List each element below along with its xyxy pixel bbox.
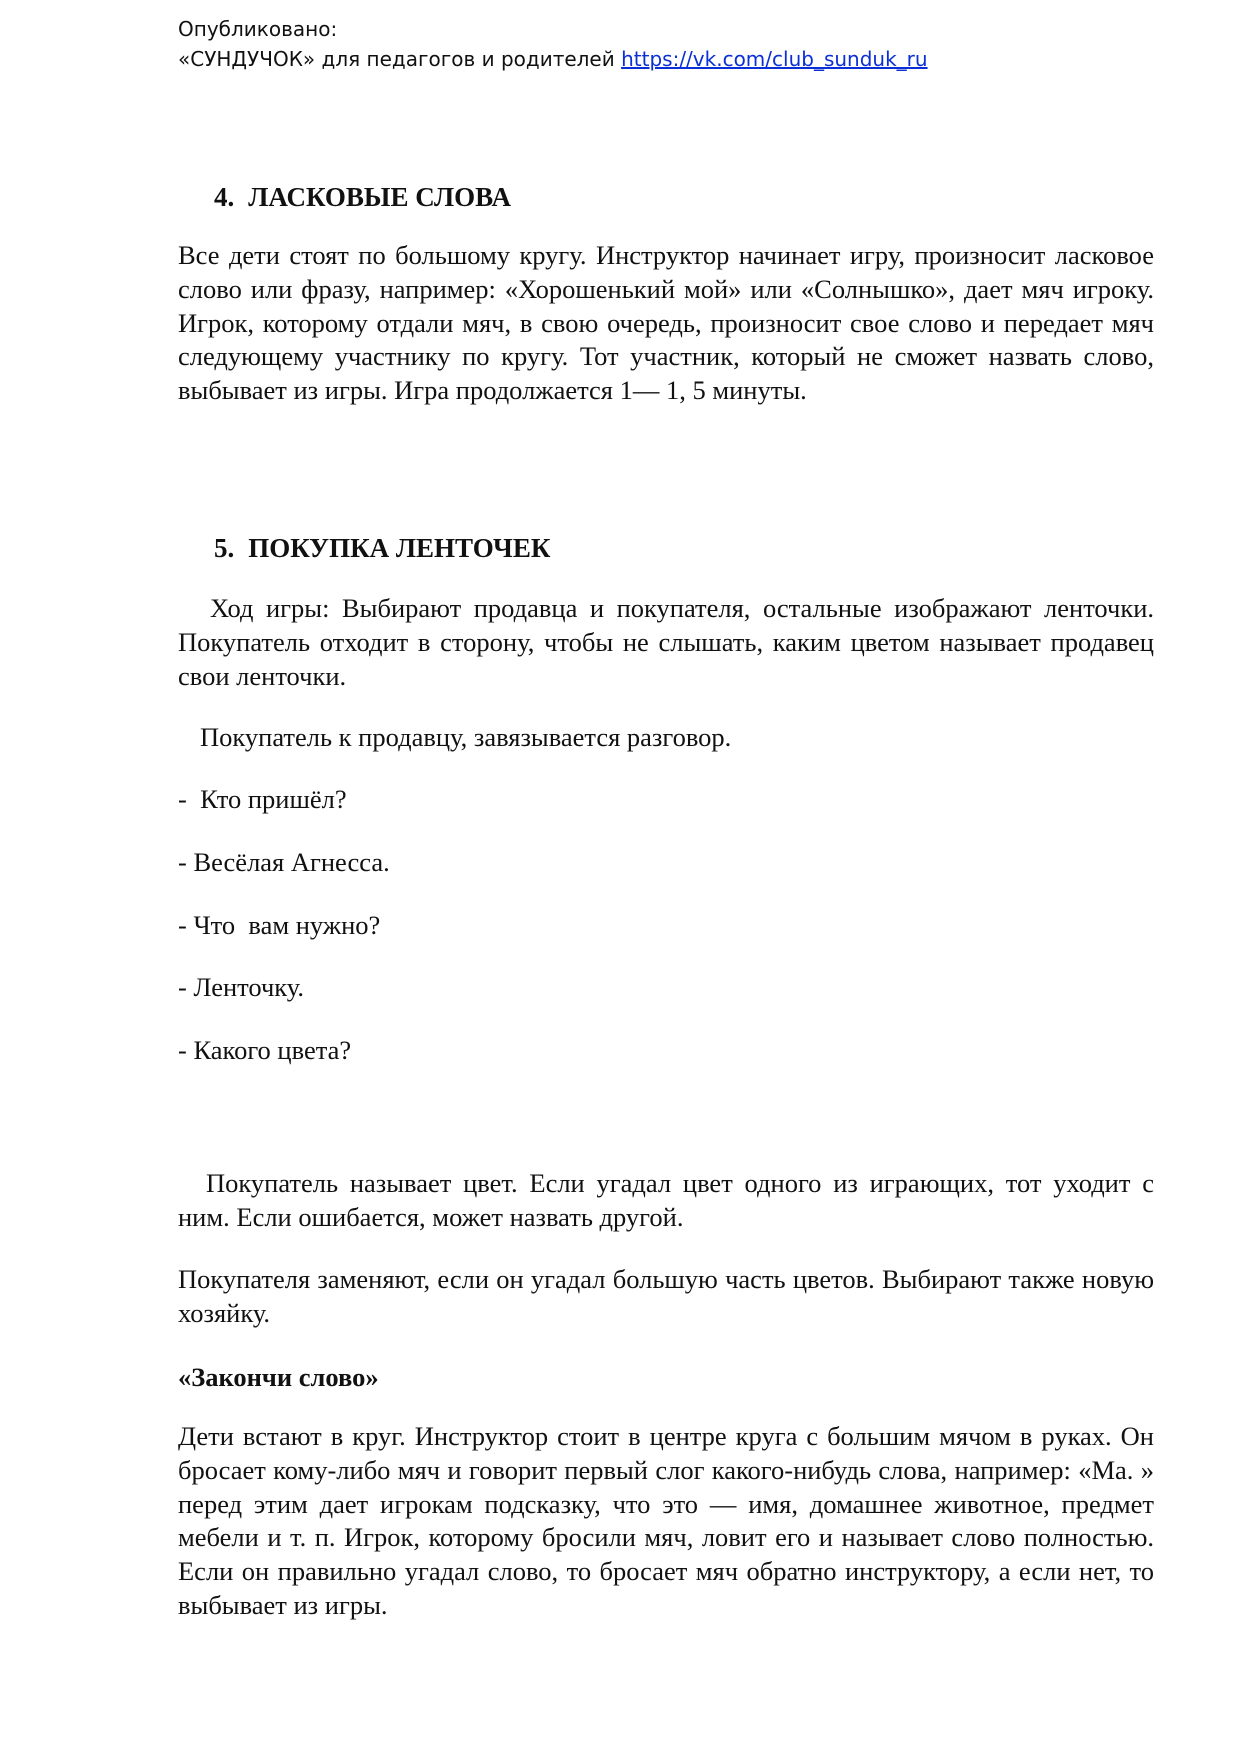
game-text: Дети встают в круг. Инструктор стоит в центре круга с большим мячом в руках. Он бросает кому-либо мяч и говорит первый слог какого-нибудь слова, например: «Ма. » перед этим дает игрокам подсказку, что это — имя, домашнее животное, предмет мебели и т. п. Игрок, которому бросили мяч, ловит его и называет слово полностью. Если он правильно угадал слово, то бросает мяч обратно инструктору, а если нет, то выбывает из игры. bbox=[178, 1421, 1154, 1620]
publication-header bbox=[178, 14, 928, 74]
section-5-title: ПОКУПКА ЛЕНТОЧЕК bbox=[248, 533, 551, 563]
published-label: Опубликовано: bbox=[178, 17, 338, 41]
section-5-paragraph-3: Покупателя заменяют, если он угадал большую часть цветов. Выбирают также новую хозяйку. bbox=[178, 1264, 1154, 1328]
source-link[interactable]: https://vk.com/club_sunduk_ru bbox=[621, 47, 928, 71]
dialog-line: - Кто пришёл? bbox=[178, 784, 347, 814]
source-line bbox=[178, 44, 928, 74]
dialog-intro: Покупатель к продавцу, завязывается разговор. bbox=[200, 722, 732, 752]
dialog-line: - Весёлая Агнесса. bbox=[178, 847, 390, 877]
section-4-number: 4. bbox=[214, 182, 235, 212]
section-5-heading bbox=[214, 533, 550, 564]
dialog-line: - Какого цвета? bbox=[178, 1035, 352, 1065]
section-5-number: 5. bbox=[214, 533, 235, 563]
section-4-title: ЛАСКОВЫЕ СЛОВА bbox=[248, 182, 511, 212]
game-title: «Закончи слово» bbox=[178, 1362, 379, 1392]
source-text: «СУНДУЧОК» для педагогов и родителей bbox=[178, 47, 622, 71]
dialog-line: - Что вам нужно? bbox=[178, 910, 381, 940]
dialog-line: - Ленточку. bbox=[178, 972, 305, 1002]
section-5-paragraph-2: Покупатель называет цвет. Если угадал цвет одного из играющих, тот уходит с ним. Если ошибается, может назвать другой. bbox=[178, 1168, 1154, 1232]
section-4-text: Все дети стоят по большому кругу. Инструктор начинает игру, произносит ласковое слово или фразу, например: «Хорошенький мой» или «Солнышко», дает мяч игроку. Игрок, которому отдали мяч, в свою очередь, произносит свое слово и передает мяч следующему участнику по кругу. Тот участник, который не сможет назвать слово, выбывает из игры. Игра продолжается 1— 1, 5 минуты. bbox=[178, 240, 1154, 406]
section-4-heading bbox=[214, 182, 511, 213]
section-5-intro: Ход игры: Выбирают продавца и покупателя, остальные изображают ленточки. Покупатель отходит в сторону, чтобы не слышать, каким цветом называет продавец свои ленточки. bbox=[178, 593, 1154, 691]
